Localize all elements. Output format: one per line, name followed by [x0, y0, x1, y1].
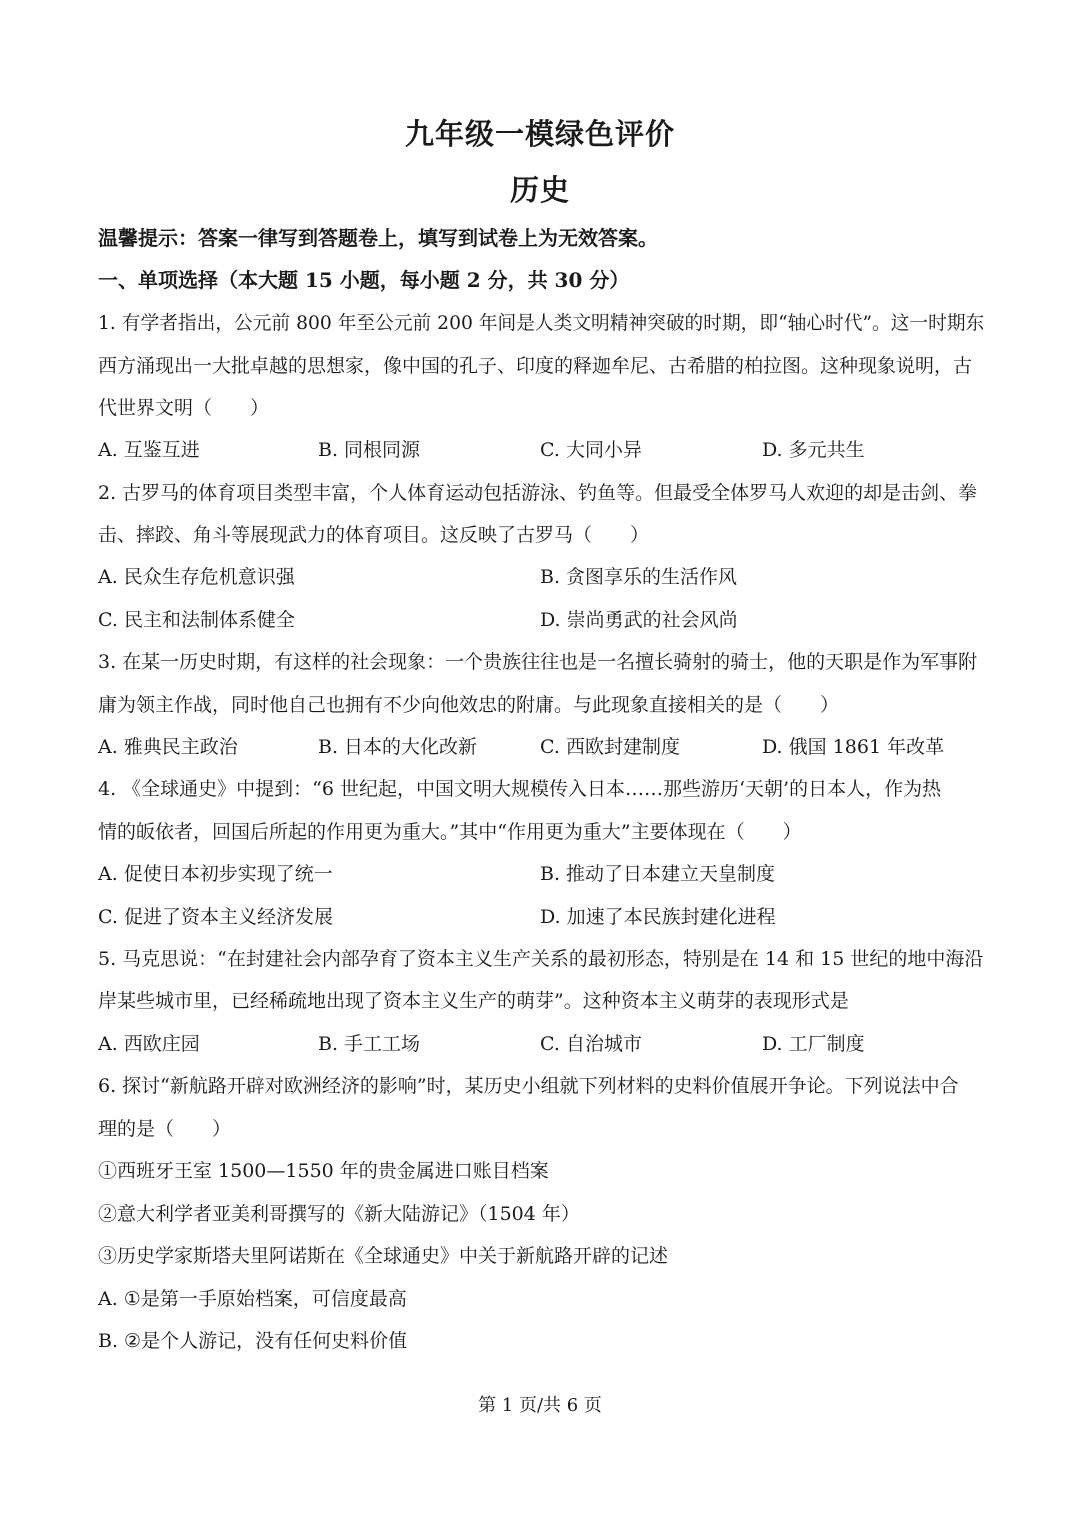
q5-option-a: A. 西欧庄园 — [98, 1033, 200, 1055]
q6-material-1: ①西班牙王室 1500—1550 年的贵金属进口账目档案 — [98, 1160, 549, 1182]
q5-stem-line2: 岸某些城市里，已经稀疏地出现了资本主义生产的萌芽”。这种资本主义萌芽的表现形式是 — [98, 990, 849, 1012]
q1-stem-line3: 代世界文明（ ） — [98, 397, 270, 419]
q5-stem-line1: 5. 马克思说：“在封建社会内部孕育了资本主义生产关系的最初形态，特别是在 14 和 15 世纪的地中海沿 — [98, 948, 984, 970]
q2-option-b: B. 贪图享乐的生活作风 — [540, 566, 738, 588]
q1-option-a: A. 互鉴互进 — [98, 439, 200, 461]
q2-stem-line1: 2. 古罗马的体育项目类型丰富，个人体育运动包括游泳、钓鱼等。但最受全体罗马人欢迎的却是击剑、拳 — [98, 482, 978, 504]
q5-option-d: D. 工厂制度 — [762, 1033, 865, 1055]
q3-stem-line1: 3. 在某一历史时期，有这样的社会现象：一个贵族往往也是一名擅长骑射的骑士，他的天职是作为军事附 — [98, 651, 978, 673]
section-heading: 一、单项选择（本大题 15 小题，每小题 2 分，共 30 分） — [98, 268, 630, 292]
q2-option-a: A. 民众生存危机意识强 — [98, 566, 295, 588]
q6-material-2: ②意大利学者亚美利哥撰写的《新大陆游记》（1504 年） — [98, 1203, 580, 1225]
q2-option-d: D. 崇尚勇武的社会风尚 — [540, 609, 738, 631]
q1-option-c: C. 大同小异 — [540, 439, 642, 461]
q4-option-b: B. 推动了日本建立天皇制度 — [540, 863, 776, 885]
q3-option-d: D. 俄国 1861 年改革 — [762, 736, 945, 758]
q2-stem-line2: 击、摔跤、角斗等展现武力的体育项目。这反映了古罗马（ ） — [98, 524, 650, 546]
q3-option-c: C. 西欧封建制度 — [540, 736, 680, 758]
q6-material-3: ③历史学家斯塔夫里阿诺斯在《全球通史》中关于新航路开辟的记述 — [98, 1245, 669, 1267]
q6-option-b: B. ②是个人游记，没有任何史料价值 — [98, 1330, 408, 1352]
exam-title: 九年级一模绿色评价 — [404, 117, 675, 151]
q4-option-d: D. 加速了本民族封建化进程 — [540, 906, 776, 928]
q6-option-a: A. ①是第一手原始档案，可信度最高 — [98, 1288, 407, 1310]
q6-stem-line2: 理的是（ ） — [98, 1118, 232, 1140]
q3-stem-line2: 庸为领主作战，同时他自己也拥有不少向他效忠的附庸。与此现象直接相关的是（ ） — [98, 694, 840, 716]
q4-option-c: C. 促进了资本主义经济发展 — [98, 906, 333, 928]
q3-option-a: A. 雅典民主政治 — [98, 736, 238, 758]
page-number: 第 1 页/共 6 页 — [478, 1395, 602, 1416]
q4-option-a: A. 促使日本初步实现了统一 — [98, 863, 333, 885]
q1-stem-line1: 1. 有学者指出，公元前 800 年至公元前 200 年间是人类文明精神突破的时期，即“轴心时代”。这一时期东 — [98, 312, 985, 334]
q5-option-b: B. 手工工场 — [318, 1033, 421, 1055]
q2-option-c: C. 民主和法制体系健全 — [98, 609, 295, 631]
notice-text: 温馨提示：答案一律写到答题卷上，填写到试卷上为无效答案。 — [98, 226, 658, 250]
q4-stem-line2: 情的皈依者，回国后所起的作用更为重大。”其中“作用更为重大”主要体现在（ ） — [98, 821, 802, 843]
q1-option-b: B. 同根同源 — [318, 439, 421, 461]
q3-option-b: B. 日本的大化改新 — [318, 736, 478, 758]
q1-option-d: D. 多元共生 — [762, 439, 865, 461]
subject-title: 历史 — [509, 173, 570, 207]
q4-stem-line1: 4. 《全球通史》中提到：“6 世纪起，中国文明大规模传入日本……那些游历‘天朝’的日本人，作为热 — [98, 778, 942, 800]
q5-option-c: C. 自治城市 — [540, 1033, 642, 1055]
q1-stem-line2: 西方涌现出一大批卓越的思想家，像中国的孔子、印度的释迦牟尼、古希腊的柏拉图。这种现象说明，古 — [98, 355, 973, 377]
q6-stem-line1: 6. 探讨“新航路开辟对欧洲经济的影响”时，某历史小组就下列材料的史料价值展开争论。下列说法中合 — [98, 1075, 959, 1097]
